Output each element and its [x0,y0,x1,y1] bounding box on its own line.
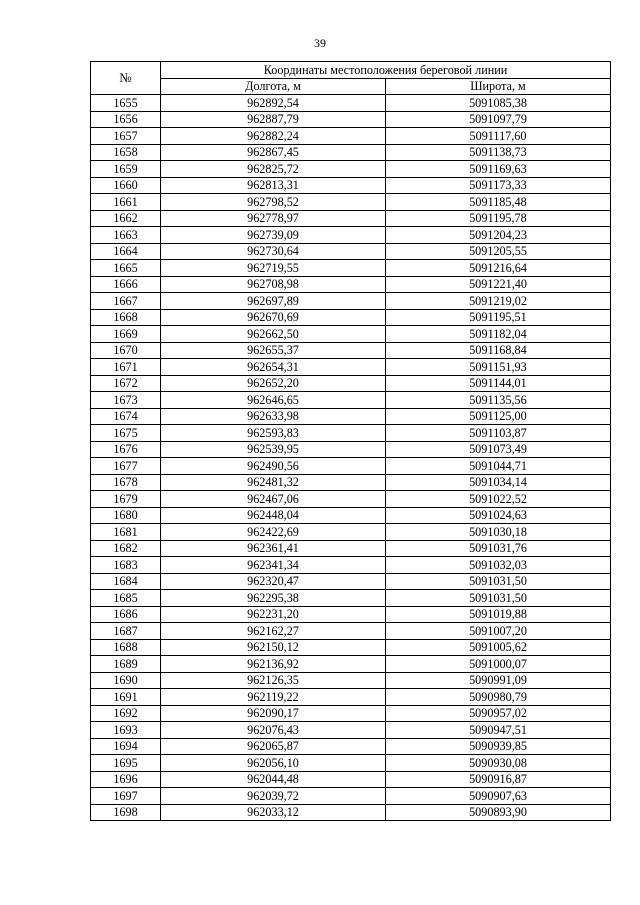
point-number-cell: 1679 [91,491,161,508]
longitude-cell: 962467,06 [161,491,386,508]
latitude-cell: 5091000,07 [386,656,611,673]
table-row [91,161,611,178]
latitude-cell: 5091044,71 [386,458,611,475]
longitude-cell: 962150,12 [161,639,386,656]
longitude-cell: 962422,69 [161,524,386,541]
point-number-cell: 1665 [91,260,161,277]
longitude-cell: 962892,54 [161,95,386,112]
header-row-group [91,62,611,79]
latitude-cell: 5091185,48 [386,194,611,211]
point-number-cell: 1698 [91,804,161,821]
point-number-cell: 1681 [91,524,161,541]
latitude-cell: 5091031,50 [386,573,611,590]
table-row [91,210,611,227]
point-number-cell: 1667 [91,293,161,310]
point-number-cell: 1687 [91,623,161,640]
table-row [91,738,611,755]
point-number-cell: 1659 [91,161,161,178]
table-row [91,474,611,491]
point-number-cell: 1677 [91,458,161,475]
longitude-cell: 962539,95 [161,441,386,458]
longitude-cell: 962076,43 [161,722,386,739]
point-number-cell: 1678 [91,474,161,491]
point-number-cell: 1663 [91,227,161,244]
point-number-cell: 1675 [91,425,161,442]
longitude-cell: 962231,20 [161,606,386,623]
table-row [91,375,611,392]
table-row [91,705,611,722]
table-row [91,524,611,541]
coordinates-group-header: Координаты местоположения береговой линии [161,62,611,79]
table-row [91,639,611,656]
longitude-cell: 962162,27 [161,623,386,640]
longitude-cell: 962361,41 [161,540,386,557]
table-row [91,771,611,788]
longitude-cell: 962719,55 [161,260,386,277]
longitude-cell: 962739,09 [161,227,386,244]
table-row [91,672,611,689]
longitude-cell: 962341,34 [161,557,386,574]
point-number-cell: 1670 [91,342,161,359]
table-row [91,309,611,326]
longitude-cell: 962646,65 [161,392,386,409]
point-number-cell: 1669 [91,326,161,343]
point-number-cell: 1671 [91,359,161,376]
table-row [91,111,611,128]
point-number-cell: 1693 [91,722,161,739]
latitude-cell: 5091034,14 [386,474,611,491]
longitude-cell: 962295,38 [161,590,386,607]
longitude-cell: 962778,97 [161,210,386,227]
latitude-cell: 5091151,93 [386,359,611,376]
point-number-cell: 1676 [91,441,161,458]
table-row [91,194,611,211]
latitude-cell: 5091073,49 [386,441,611,458]
latitude-cell: 5091085,38 [386,95,611,112]
latitude-cell: 5090991,09 [386,672,611,689]
latitude-cell: 5091007,20 [386,623,611,640]
longitude-cell: 962320,47 [161,573,386,590]
point-number-cell: 1694 [91,738,161,755]
table-row [91,804,611,821]
table-row [91,540,611,557]
longitude-cell: 962708,98 [161,276,386,293]
point-number-cell: 1660 [91,177,161,194]
longitude-cell: 962136,92 [161,656,386,673]
point-number-cell: 1692 [91,705,161,722]
point-number-cell: 1661 [91,194,161,211]
latitude-cell: 5091135,56 [386,392,611,409]
table-row [91,507,611,524]
point-number-cell: 1686 [91,606,161,623]
latitude-cell: 5091182,04 [386,326,611,343]
table-row [91,293,611,310]
point-number-cell: 1682 [91,540,161,557]
page-number: 39 [314,36,326,50]
latitude-cell: 5090939,85 [386,738,611,755]
table-row [91,590,611,607]
latitude-cell: 5091125,00 [386,408,611,425]
longitude-cell: 962126,35 [161,672,386,689]
longitude-cell: 962481,32 [161,474,386,491]
longitude-cell: 962039,72 [161,788,386,805]
latitude-cell: 5090907,63 [386,788,611,805]
latitude-cell: 5090957,02 [386,705,611,722]
longitude-cell: 962654,31 [161,359,386,376]
table-row [91,276,611,293]
longitude-cell: 962119,22 [161,689,386,706]
latitude-cell: 5091173,33 [386,177,611,194]
table-row [91,227,611,244]
longitude-cell: 962887,79 [161,111,386,128]
longitude-cell: 962882,24 [161,128,386,145]
point-number-cell: 1696 [91,771,161,788]
table-row [91,557,611,574]
table-row [91,177,611,194]
point-number-cell: 1662 [91,210,161,227]
table-row [91,656,611,673]
point-number-cell: 1683 [91,557,161,574]
latitude-cell: 5091205,55 [386,243,611,260]
longitude-column-header: Долгота, м [161,78,386,95]
latitude-cell: 5091005,62 [386,639,611,656]
table-row [91,243,611,260]
longitude-cell: 962065,87 [161,738,386,755]
longitude-cell: 962633,98 [161,408,386,425]
latitude-cell: 5090947,51 [386,722,611,739]
latitude-cell: 5091219,02 [386,293,611,310]
point-number-cell: 1656 [91,111,161,128]
table-row [91,342,611,359]
table-header [91,62,611,95]
table-row [91,441,611,458]
point-number-cell: 1673 [91,392,161,409]
latitude-cell: 5091195,78 [386,210,611,227]
longitude-cell: 962867,45 [161,144,386,161]
table-row [91,95,611,112]
latitude-cell: 5090893,90 [386,804,611,821]
latitude-cell: 5091221,40 [386,276,611,293]
latitude-cell: 5091031,76 [386,540,611,557]
latitude-cell: 5091169,63 [386,161,611,178]
latitude-cell: 5091103,87 [386,425,611,442]
latitude-cell: 5091032,03 [386,557,611,574]
latitude-cell: 5091216,64 [386,260,611,277]
header-row-columns [91,78,611,95]
longitude-cell: 962697,89 [161,293,386,310]
point-number-cell: 1680 [91,507,161,524]
table-row [91,722,611,739]
latitude-cell: 5091030,18 [386,524,611,541]
table-row [91,458,611,475]
point-number-cell: 1674 [91,408,161,425]
table-row [91,326,611,343]
longitude-cell: 962448,04 [161,507,386,524]
longitude-cell: 962090,17 [161,705,386,722]
point-number-cell: 1695 [91,755,161,772]
latitude-cell: 5091019,88 [386,606,611,623]
latitude-column-header: Широта, м [386,78,611,95]
latitude-cell: 5091144,01 [386,375,611,392]
point-number-cell: 1658 [91,144,161,161]
table-row [91,128,611,145]
longitude-cell: 962056,10 [161,755,386,772]
latitude-cell: 5091031,50 [386,590,611,607]
table-row [91,606,611,623]
latitude-cell: 5091024,63 [386,507,611,524]
table-body [91,95,611,821]
point-number-cell: 1691 [91,689,161,706]
longitude-cell: 962044,48 [161,771,386,788]
point-number-cell: 1685 [91,590,161,607]
table-row [91,392,611,409]
point-number-cell: 1655 [91,95,161,112]
longitude-cell: 962652,20 [161,375,386,392]
table-row [91,408,611,425]
point-number-cell: 1668 [91,309,161,326]
table-row [91,623,611,640]
latitude-cell: 5091204,23 [386,227,611,244]
longitude-cell: 962033,12 [161,804,386,821]
point-number-cell: 1689 [91,656,161,673]
latitude-cell: 5091168,84 [386,342,611,359]
latitude-cell: 5090930,08 [386,755,611,772]
point-number-cell: 1688 [91,639,161,656]
point-number-cell: 1684 [91,573,161,590]
table-row [91,689,611,706]
point-number-cell: 1672 [91,375,161,392]
number-column-header: № [91,62,161,95]
longitude-cell: 962798,52 [161,194,386,211]
longitude-cell: 962813,31 [161,177,386,194]
point-number-cell: 1657 [91,128,161,145]
point-number-cell: 1664 [91,243,161,260]
longitude-cell: 962670,69 [161,309,386,326]
table-row [91,491,611,508]
longitude-cell: 962490,56 [161,458,386,475]
longitude-cell: 962730,64 [161,243,386,260]
latitude-cell: 5091138,73 [386,144,611,161]
table-row [91,359,611,376]
latitude-cell: 5091097,79 [386,111,611,128]
table-row [91,144,611,161]
longitude-cell: 962825,72 [161,161,386,178]
latitude-cell: 5091022,52 [386,491,611,508]
table-row [91,788,611,805]
longitude-cell: 962655,37 [161,342,386,359]
latitude-cell: 5091195,51 [386,309,611,326]
table-row [91,425,611,442]
table-row [91,573,611,590]
coordinates-table [90,61,611,821]
table-row [91,755,611,772]
latitude-cell: 5091117,60 [386,128,611,145]
longitude-cell: 962593,83 [161,425,386,442]
point-number-cell: 1690 [91,672,161,689]
latitude-cell: 5090916,87 [386,771,611,788]
table-row [91,260,611,277]
point-number-cell: 1666 [91,276,161,293]
point-number-cell: 1697 [91,788,161,805]
longitude-cell: 962662,50 [161,326,386,343]
latitude-cell: 5090980,79 [386,689,611,706]
